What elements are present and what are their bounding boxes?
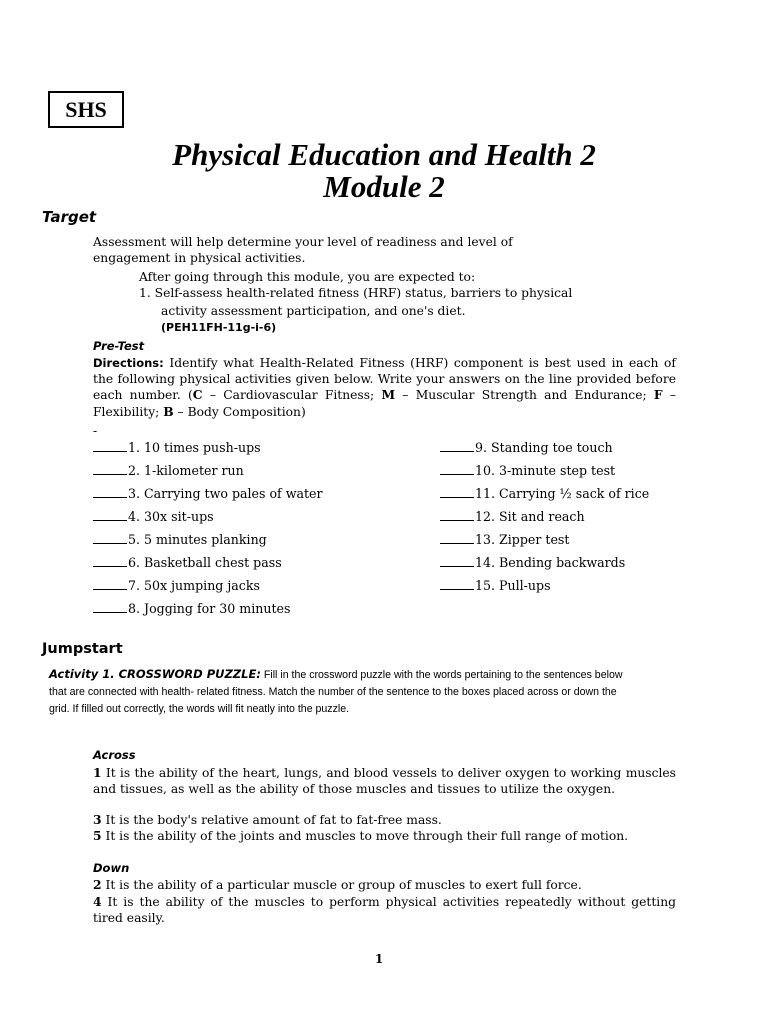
directions-label: Directions:: [93, 356, 164, 370]
answer-blank[interactable]: [93, 601, 127, 613]
key-f-text: – Flexibility;: [93, 388, 676, 419]
answer-blank[interactable]: [440, 578, 474, 590]
activity-text-line1: Fill in the crossword puzzle with the words pertaining to the sentences below: [260, 669, 623, 681]
answer-blank[interactable]: [440, 463, 474, 475]
module-subtitle: Module 2: [323, 169, 445, 204]
across-clue: 3 It is the body's relative amount of fat to fat-free mass.: [93, 812, 442, 827]
jumpstart-heading: Jumpstart: [42, 641, 123, 657]
answer-blank[interactable]: [440, 555, 474, 567]
target-intro-line2: engagement in physical activities.: [93, 251, 306, 265]
objective-line1: 1. Self-assess health-related fitness (HRF) status, barriers to physical: [139, 286, 573, 300]
answer-blank[interactable]: [93, 463, 127, 475]
directions-text: Identify what Health-Related Fitness (HRF) component is best used in each of the following physical activities given below. Write your answers on the line provided before each number. (: [93, 356, 676, 402]
pretest-heading: Pre-Test: [93, 339, 145, 353]
pretest-item: 13. Zipper test: [440, 532, 569, 548]
module-title: Physical Education and Health 2: [172, 137, 596, 172]
across-clue: 5 It is the ability of the joints and muscles to move through their full range of motion.: [93, 828, 629, 843]
pretest-item: 14. Bending backwards: [440, 555, 625, 571]
down-clue: 4 It is the ability of the muscles to perform physical activities repeatedly without getting tired easily.: [93, 894, 676, 925]
answer-blank[interactable]: [93, 509, 127, 521]
key-c-text: – Cardiovascular Fitness;: [202, 388, 382, 402]
answer-blank[interactable]: [440, 440, 474, 452]
competency-code: (PEH11FH-11g-i-6): [161, 321, 277, 334]
across-label: Across: [93, 748, 136, 762]
pretest-item: 3. Carrying two pales of water: [93, 486, 323, 502]
target-intro-line1: Assessment will help determine your level of readiness and level of: [93, 235, 513, 249]
answer-blank[interactable]: [440, 486, 474, 498]
answer-blank[interactable]: [93, 578, 127, 590]
across-clue: 1 It is the ability of the heart, lungs, and blood vessels to deliver oxygen to working muscles and tissues, as well as the ability of those muscles and tissues to utilize the oxygen.: [93, 765, 676, 796]
target-expect-line: After going through this module, you are expected to:: [139, 270, 476, 284]
answer-blank[interactable]: [93, 486, 127, 498]
pretest-item: 4. 30x sit-ups: [93, 509, 214, 525]
stray-dash: -: [93, 424, 98, 438]
activity-label: Activity 1. CROSSWORD PUZZLE:: [49, 667, 261, 681]
key-b: B: [163, 403, 174, 419]
answer-blank[interactable]: [93, 532, 127, 544]
answer-blank[interactable]: [440, 509, 474, 521]
pretest-item: 6. Basketball chest pass: [93, 555, 282, 571]
down-clue: 2 It is the ability of a particular muscle or group of muscles to exert full force.: [93, 877, 582, 892]
pretest-item: 5. 5 minutes planking: [93, 532, 267, 548]
activity-instructions: [49, 666, 689, 718]
pretest-item: 7. 50x jumping jacks: [93, 578, 260, 594]
answer-blank[interactable]: [93, 440, 127, 452]
objective-line2: activity assessment participation, and one's diet.: [161, 304, 466, 318]
down-label: Down: [93, 861, 130, 875]
activity-text-line3: grid. If filled out correctly, the words will fit neatly into the puzzle.: [49, 703, 350, 715]
pretest-item: 11. Carrying ½ sack of rice: [440, 486, 649, 502]
shs-badge: SHS: [48, 91, 124, 128]
pretest-item: 12. Sit and reach: [440, 509, 585, 525]
answer-blank[interactable]: [93, 555, 127, 567]
pretest-item: 1. 10 times push-ups: [93, 440, 261, 456]
key-c: C: [192, 387, 203, 402]
pretest-item: 9. Standing toe touch: [440, 440, 613, 456]
target-heading: Target: [42, 208, 97, 226]
answer-blank[interactable]: [440, 532, 474, 544]
pretest-item: 10. 3-minute step test: [440, 463, 615, 479]
key-m: M: [381, 387, 396, 402]
page-number: 1: [374, 952, 384, 966]
key-f: F: [653, 387, 663, 402]
key-b-text: – Body Composition): [173, 404, 306, 419]
pretest-item: 2. 1-kilometer run: [93, 463, 244, 479]
pretest-item: 15. Pull-ups: [440, 578, 551, 594]
activity-text-line2: that are connected with health- related fitness. Match the number of the sentence to the boxes placed across or down the: [49, 686, 617, 698]
pretest-directions: [93, 356, 676, 420]
key-m-text: – Muscular Strength and Endurance;: [395, 388, 654, 402]
pretest-item: 8. Jogging for 30 minutes: [93, 601, 290, 617]
